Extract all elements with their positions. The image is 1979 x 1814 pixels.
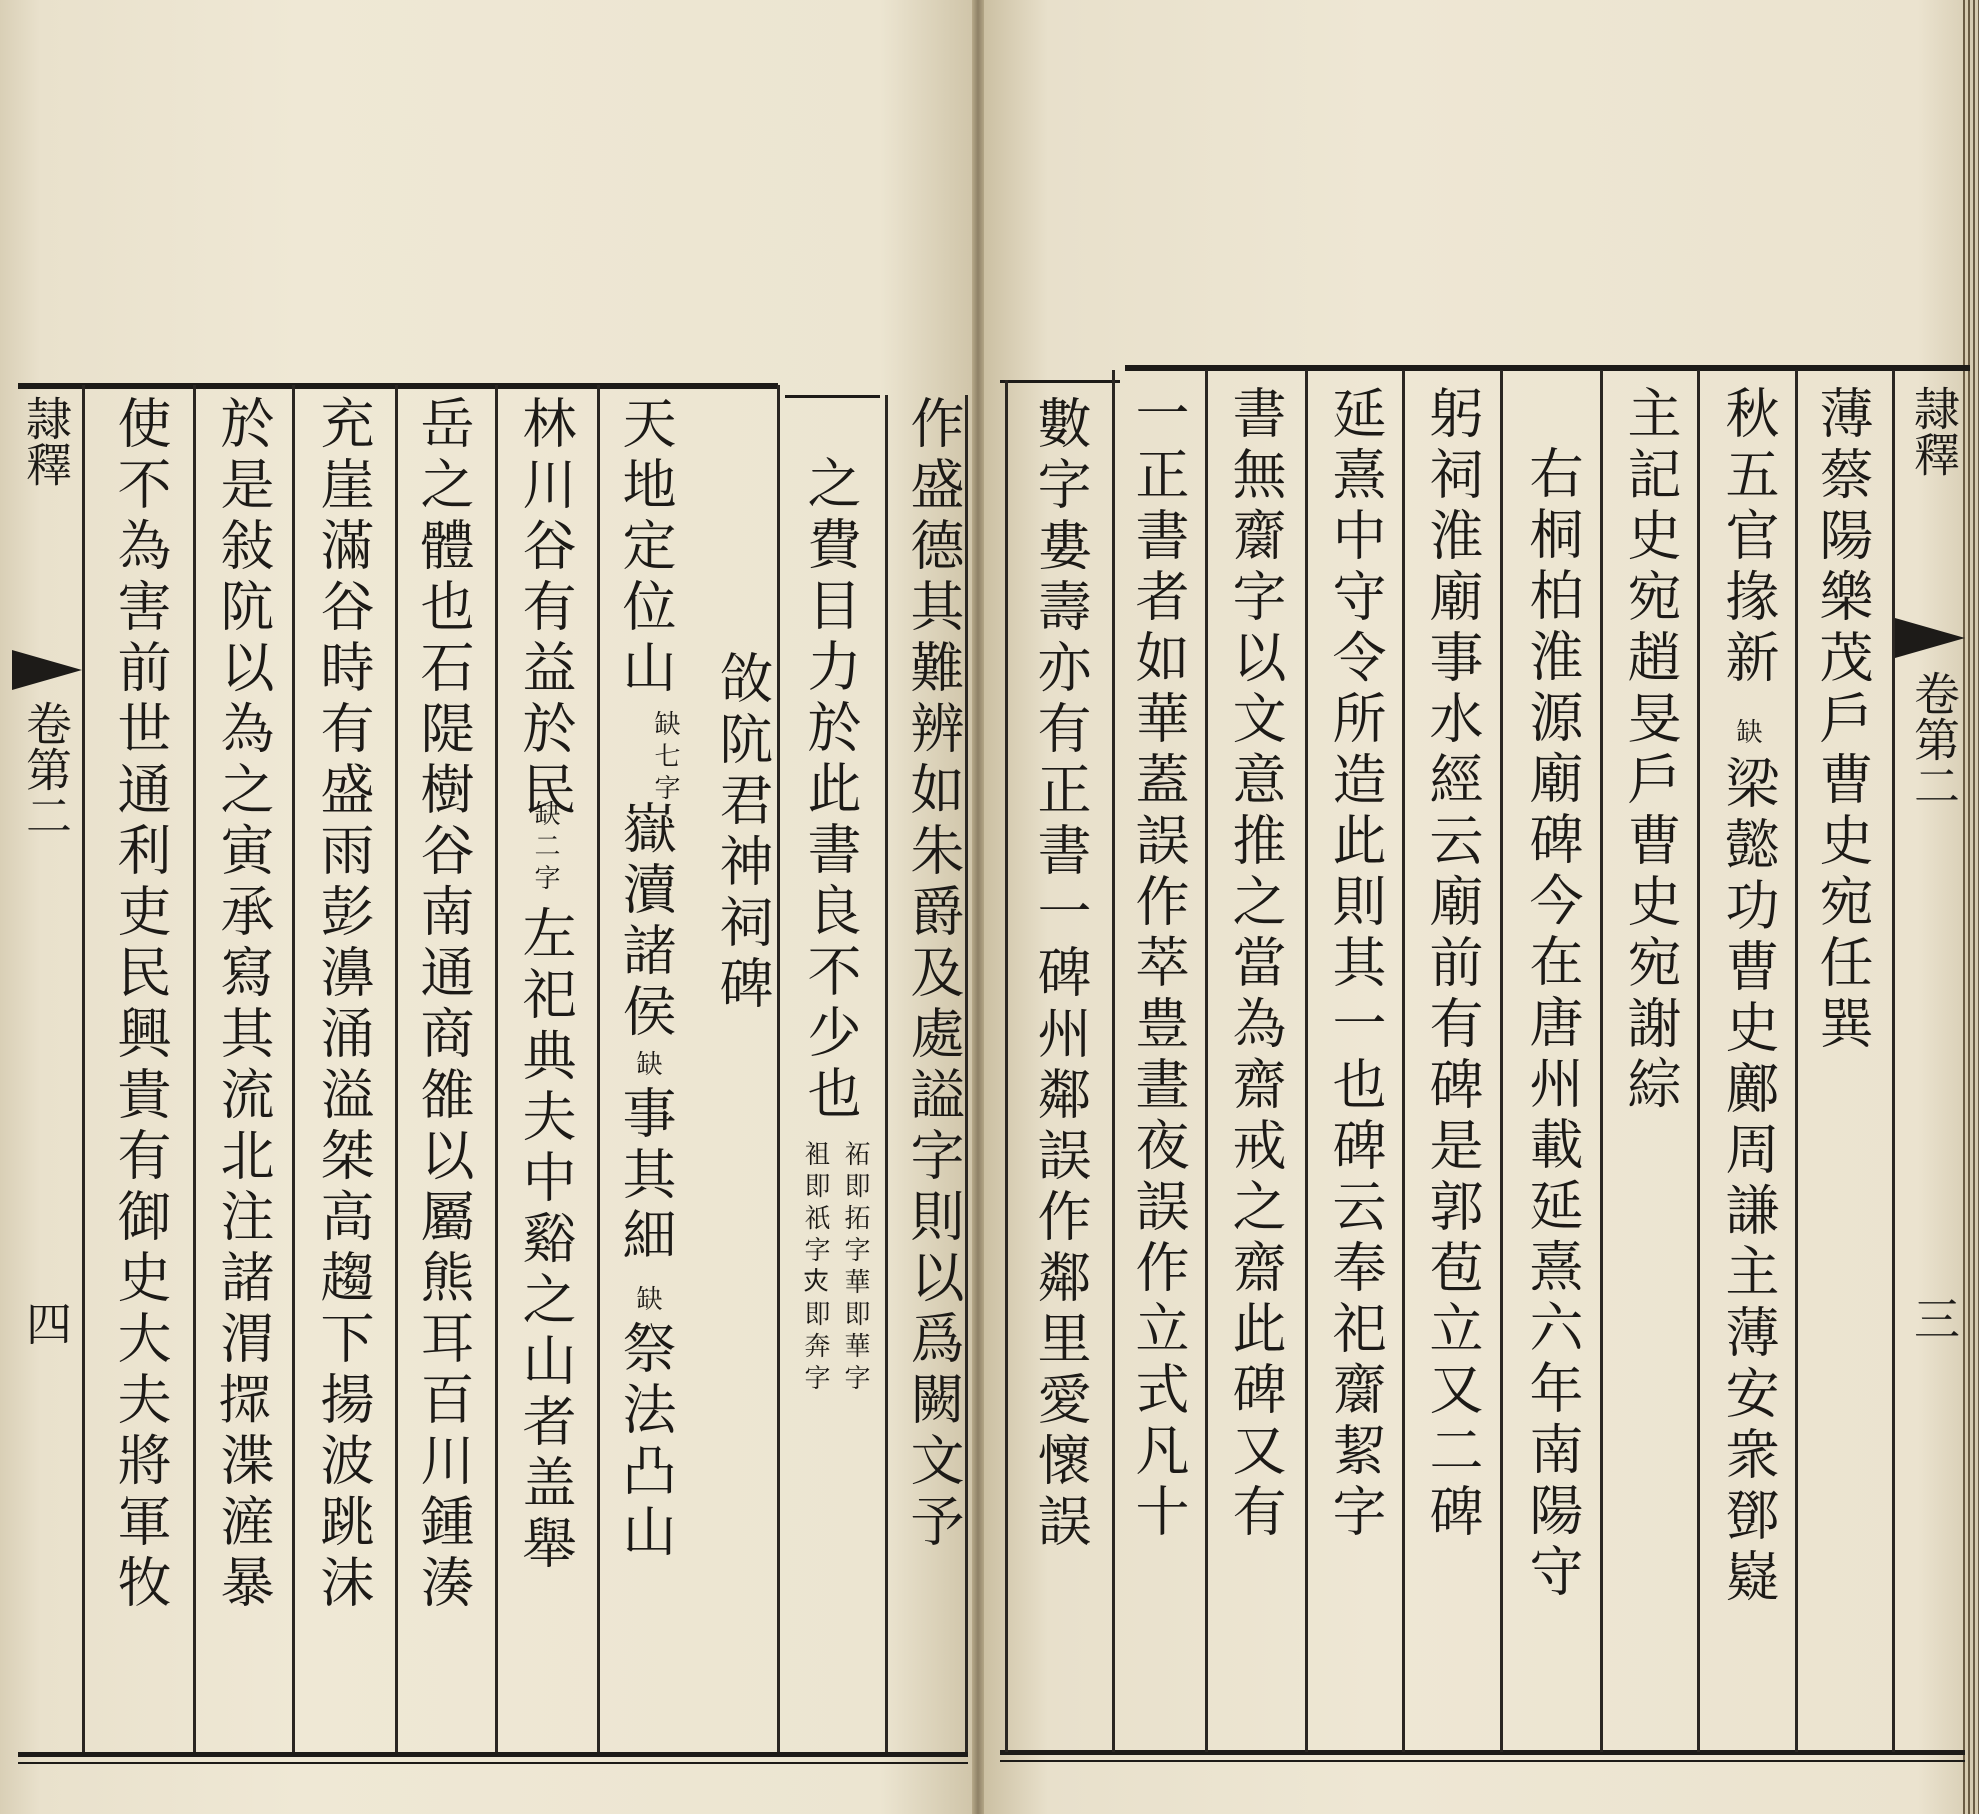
left-top-rule-inner — [785, 395, 880, 398]
right-divider — [1112, 370, 1115, 1752]
right-col-5: 躬祠淮廟事水經云廟前有碑是郭苞立又二碑 — [1421, 385, 1484, 1544]
book-gutter — [972, 0, 984, 1814]
left-divider — [597, 385, 600, 1752]
right-col-4: 右桐柏淮源廟碑今在唐州載延熹六年南陽守 — [1521, 445, 1584, 1604]
left-fishtail-mark — [12, 650, 82, 690]
right-divider — [1402, 370, 1405, 1752]
right-divider — [1500, 370, 1503, 1752]
left-col-2: 之費目力於此書良不少也 — [799, 455, 862, 1126]
left-col-8: 於是敍阬以為之寅承寫其流北注諸渭𢶢渫滻暴 — [212, 395, 275, 1615]
right-divider — [1795, 370, 1798, 1752]
left-col-4b: 嶽瀆諸侯 — [614, 800, 677, 1044]
right-col-7: 書無𪗋字以文意推之當為齋戒之齋此碑又有 — [1224, 385, 1287, 1544]
right-col-6: 延熹中守令所造此則其一也碑云奉祀𪗋絜字 — [1324, 385, 1387, 1544]
left-divider — [395, 385, 398, 1752]
right-top-rule — [1125, 365, 1970, 371]
right-col-2b: 梁懿功曹史鄺周謙主薄安衆鄧嶷 — [1717, 755, 1780, 1609]
right-frame-left — [1005, 380, 1008, 1752]
right-col-9: 數字婁壽亦有正書一碑州鄰誤作鄰里愛懷誤 — [1029, 395, 1092, 1554]
right-divider — [1697, 370, 1700, 1752]
left-col-2-note-b: 袓即祇字𡗜即奔字 — [800, 1140, 830, 1396]
right-divider — [1205, 370, 1208, 1752]
left-margin-line — [82, 385, 85, 1752]
left-col-5-note: 缺二字 — [530, 800, 560, 896]
left-col-6: 岳之體也石隄樹谷南通商雒以屬熊耳百川鍾湊 — [412, 395, 475, 1615]
left-divider — [495, 385, 498, 1752]
right-fishtail-mark — [1895, 618, 1965, 658]
right-col-1: 薄蔡陽樂茂戶曹史宛任巽 — [1811, 385, 1874, 1056]
right-margin-title: 隷釋 — [1907, 385, 1961, 477]
left-col-4d: 祭法凸山 — [614, 1320, 677, 1564]
left-col-1: 作盛德其難辨如朱爵及處謚字則以爲闕文予 — [902, 395, 965, 1554]
left-col-5b: 左祀典夫中谿之山者盖舉 — [514, 905, 577, 1576]
right-col-3: 主記史宛趙旻戶曹史宛謝綜 — [1619, 385, 1682, 1117]
right-margin-page-number: 三 — [1907, 1295, 1961, 1341]
left-col-4c: 事其細 — [614, 1085, 677, 1268]
left-margin-title: 隷釋 — [19, 395, 73, 487]
left-margin-page-number: 四 — [19, 1300, 73, 1346]
right-top-rule-inner — [1000, 380, 1120, 383]
left-bottom-rule-thin — [18, 1762, 968, 1764]
left-divider — [292, 385, 295, 1752]
left-divider — [193, 385, 196, 1752]
right-margin-line — [1892, 370, 1895, 1752]
left-top-rule — [18, 383, 778, 389]
left-bottom-rule — [18, 1752, 968, 1757]
left-col-4-note-a: 缺七字 — [650, 710, 680, 806]
left-margin-volume: 卷第二 — [19, 700, 73, 838]
right-divider — [1305, 370, 1308, 1752]
right-bottom-rule — [1000, 1750, 1965, 1755]
left-divider — [777, 385, 780, 1752]
right-divider — [1600, 370, 1603, 1752]
left-col-4-note-c: 缺 — [632, 1285, 662, 1317]
right-col-2-note: 缺 — [1732, 718, 1762, 750]
left-frame-right — [965, 395, 968, 1752]
left-col-7: 充崖滿谷時有盛雨彭濞涌溢桀高趨下揚波跳沫 — [312, 395, 375, 1615]
left-col-2-note-a: 祏即拓字華即華字 — [840, 1140, 870, 1396]
right-col-2a: 秋五官掾新 — [1717, 385, 1780, 690]
left-col-9: 使不為害前世通利吏民興貴有御史大夫將軍牧 — [109, 395, 172, 1615]
right-bottom-rule-thin — [1000, 1760, 1965, 1762]
left-col-3-title: 㪉阬君神祠碑 — [711, 650, 774, 1016]
left-col-4a: 天地定位山 — [614, 395, 677, 700]
left-col-4-note-b: 缺 — [632, 1050, 662, 1082]
page-edges — [1963, 0, 1979, 1814]
right-margin-volume: 卷第二 — [1907, 670, 1961, 808]
left-divider — [885, 395, 888, 1752]
left-col-5a: 林川谷有益於民 — [514, 395, 577, 822]
right-col-8: 一正書者如華蓋誤作萃豊晝夜誤作立式凡十 — [1127, 385, 1190, 1544]
